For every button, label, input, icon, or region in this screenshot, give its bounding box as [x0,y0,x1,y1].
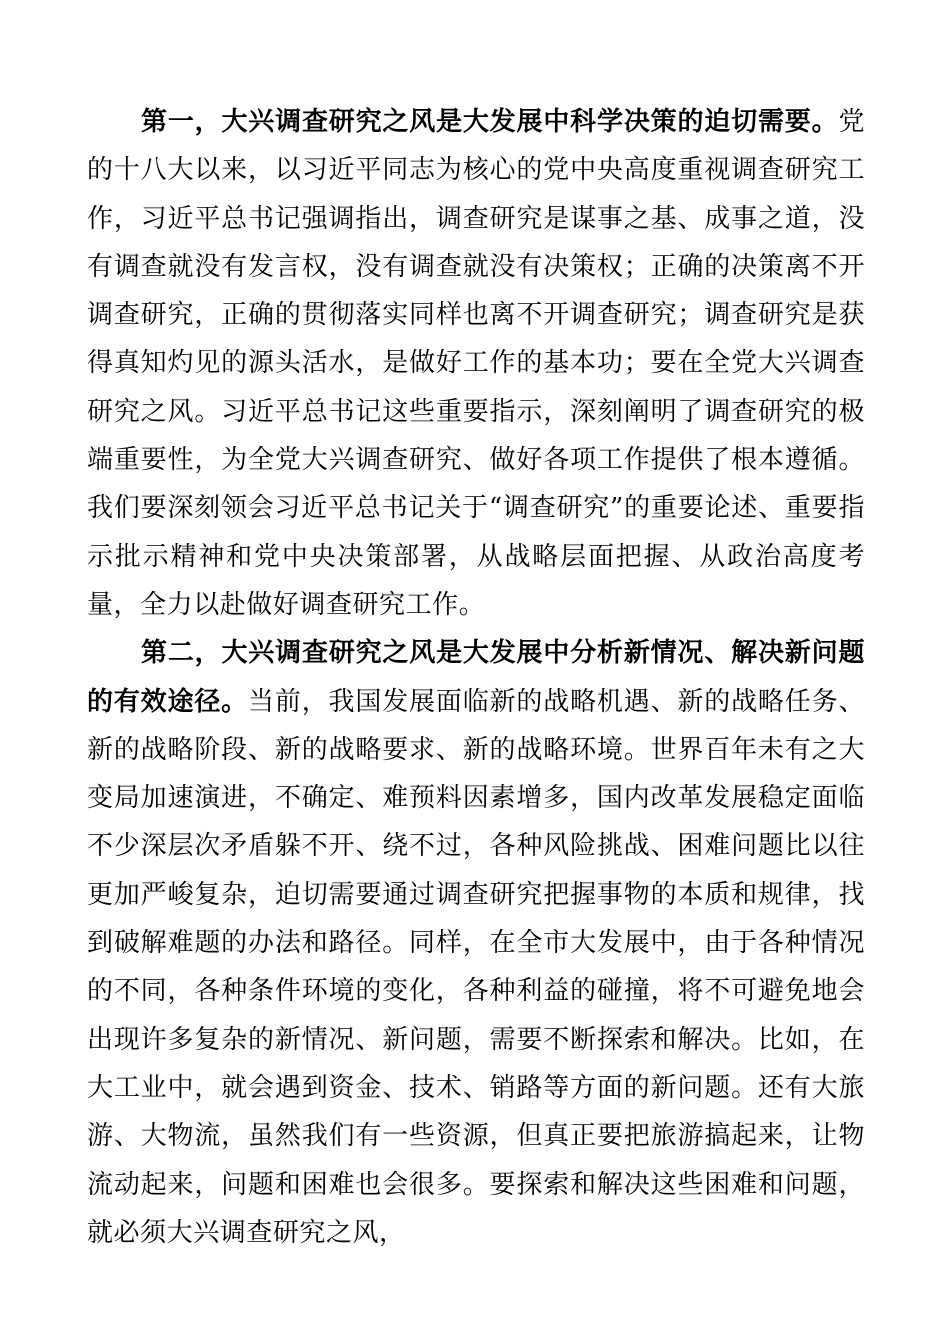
document-page [87,98,865,1257]
paragraph-first-body: 党的十八大以来，以习近平同志为核心的党中央高度重视调查研究工作，习近平总书记强调指出，调查研究是谋事之基、成事之道，没有调查就没有发言权，没有调查就没有决策权；正确的决策离不开调查研究，正确的贯彻落实同样也离不开调查研究；调查研究是获得真知灼见的源头活水，是做好工作的基本功；要在全党大兴调查研究之风。习近平总书记这些重要指示，深刻阐明了调查研究的极端重要性，为全党大兴调查研究、做好各项工作提供了根本遵循。我们要深刻领会习近平总书记关于“调查研究”的重要论述、重要指示批示精神和党中央决策部署，从战略层面把握、从政治高度考量，全力以赴做好调查研究工作。 [87,107,865,620]
paragraph-second-heading: 第二，大兴调查研究之风是大发展中分析新情况、解决新问题的有效途径。 [87,638,865,717]
paragraph-first [87,98,865,629]
paragraph-second [87,629,865,1257]
paragraph-second-body: 当前，我国发展面临新的战略机遇、新的战略任务、新的战略阶段、新的战略要求、新的战略环境。世界百年未有之大变局加速演进，不确定、难预料因素增多，国内改革发展稳定面临不少深层次矛盾躲不开、绕不过，各种风险挑战、困难问题比以往更加严峻复杂，迫切需要通过调查研究把握事物的本质和规律，找到破解难题的办法和路径。同样，在全市大发展中，由于各种情况的不同，各种条件环境的变化，各种利益的碰撞，将不可避免地会出现许多复杂的新情况、新问题，需要不断探索和解决。比如，在大工业中，就会遇到资金、技术、销路等方面的新问题。还有大旅游、大物流，虽然我们有一些资源，但真正要把旅游搞起来，让物流动起来，问题和困难也会很多。要探索和解决这些困难和问题，就必须大兴调查研究之风， [87,686,865,1248]
paragraph-first-heading: 第一，大兴调查研究之风是大发展中科学决策的迫切需要。 [141,107,839,137]
